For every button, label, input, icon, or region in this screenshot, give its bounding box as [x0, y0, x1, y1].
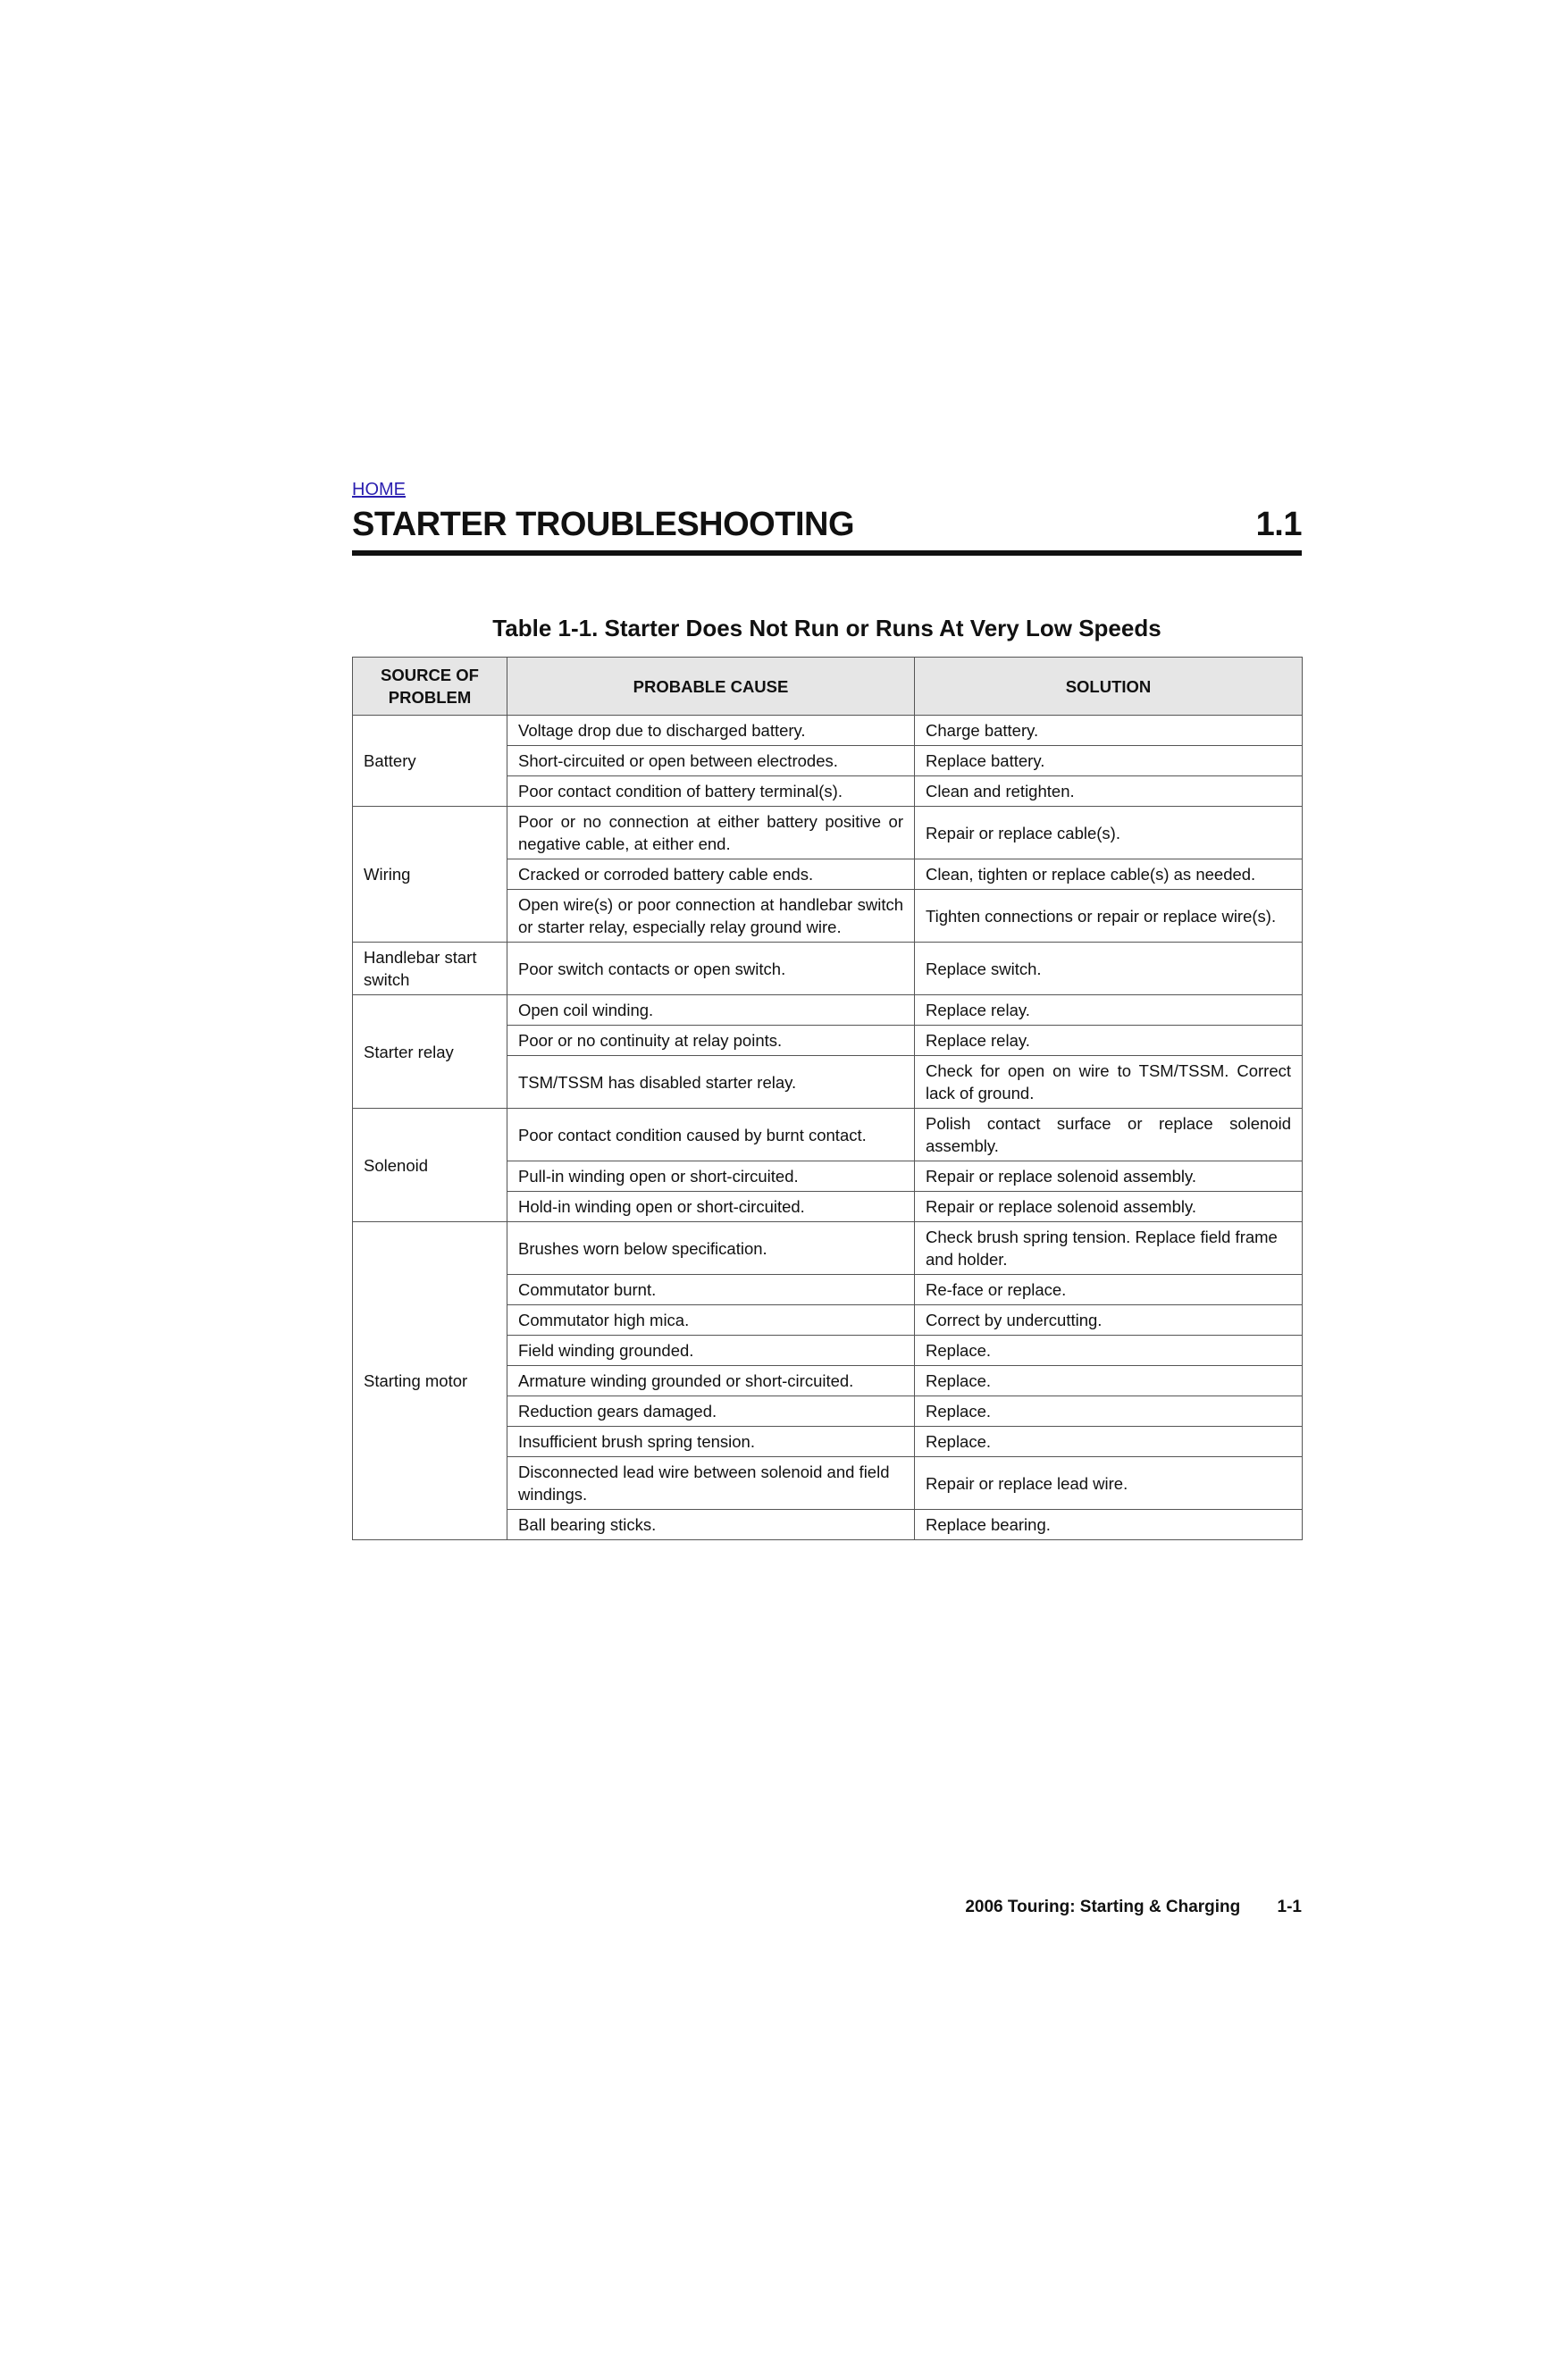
cause-cell: Hold-in winding open or short-circuited. — [507, 1192, 915, 1222]
header-solution: SOLUTION — [915, 658, 1303, 716]
cause-cell: Pull-in winding open or short-circuited. — [507, 1161, 915, 1192]
solution-cell: Replace relay. — [915, 995, 1303, 1026]
solution-cell: Polish contact surface or replace solenoid assembly. — [915, 1109, 1303, 1161]
solution-cell: Repair or replace solenoid assembly. — [915, 1161, 1303, 1192]
source-cell: Handlebar start switch — [353, 943, 507, 995]
table-row — [353, 807, 1303, 859]
home-link[interactable]: HOME — [352, 480, 406, 499]
solution-cell: Replace switch. — [915, 943, 1303, 995]
table-row — [353, 995, 1303, 1026]
table-row — [353, 943, 1303, 995]
cause-cell: Poor contact condition of battery terminal(s). — [507, 776, 915, 807]
table-body — [353, 716, 1303, 1540]
cause-cell: Short-circuited or open between electrodes. — [507, 746, 915, 776]
solution-cell: Replace. — [915, 1336, 1303, 1366]
cause-cell: Voltage drop due to discharged battery. — [507, 716, 915, 746]
footer-manual-title: 2006 Touring: Starting & Charging — [965, 1898, 1241, 1916]
source-cell: Starter relay — [353, 995, 507, 1109]
solution-cell: Tighten connections or repair or replace wire(s). — [915, 890, 1303, 943]
solution-cell: Replace. — [915, 1366, 1303, 1396]
cause-cell: Insufficient brush spring tension. — [507, 1427, 915, 1457]
troubleshooting-table — [352, 657, 1303, 1540]
cause-cell: Field winding grounded. — [507, 1336, 915, 1366]
table-row — [353, 1109, 1303, 1161]
cause-cell: Disconnected lead wire between solenoid and field windings. — [507, 1457, 915, 1510]
header-source: SOURCE OF PROBLEM — [353, 658, 507, 716]
cause-cell: Poor or no continuity at relay points. — [507, 1026, 915, 1056]
solution-cell: Replace battery. — [915, 746, 1303, 776]
cause-cell: TSM/TSSM has disabled starter relay. — [507, 1056, 915, 1109]
footer-page-number: 1-1 — [1277, 1898, 1302, 1916]
solution-cell: Correct by undercutting. — [915, 1305, 1303, 1336]
solution-cell: Re-face or replace. — [915, 1275, 1303, 1305]
solution-cell: Check for open on wire to TSM/TSSM. Correct lack of ground. — [915, 1056, 1303, 1109]
header-cause: PROBABLE CAUSE — [507, 658, 915, 716]
solution-cell: Charge battery. — [915, 716, 1303, 746]
cause-cell: Commutator burnt. — [507, 1275, 915, 1305]
cause-cell: Commutator high mica. — [507, 1305, 915, 1336]
solution-cell: Repair or replace solenoid assembly. — [915, 1192, 1303, 1222]
cause-cell: Armature winding grounded or short-circuited. — [507, 1366, 915, 1396]
solution-cell: Check brush spring tension. Replace field frame and holder. — [915, 1222, 1303, 1275]
solution-cell: Repair or replace cable(s). — [915, 807, 1303, 859]
solution-cell: Clean and retighten. — [915, 776, 1303, 807]
solution-cell: Repair or replace lead wire. — [915, 1457, 1303, 1510]
page-title: STARTER TROUBLESHOOTING — [352, 506, 855, 543]
cause-cell: Open coil winding. — [507, 995, 915, 1026]
cause-cell: Brushes worn below specification. — [507, 1222, 915, 1275]
cause-cell: Open wire(s) or poor connection at handlebar switch or starter relay, especially relay ground wire. — [507, 890, 915, 943]
source-cell: Wiring — [353, 807, 507, 943]
cause-cell: Reduction gears damaged. — [507, 1396, 915, 1427]
cause-cell: Poor or no connection at either battery positive or negative cable, at either end. — [507, 807, 915, 859]
page-footer — [352, 1898, 1302, 1917]
cause-cell: Poor switch contacts or open switch. — [507, 943, 915, 995]
solution-cell: Replace. — [915, 1396, 1303, 1427]
document-page — [352, 480, 1302, 1540]
section-number: 1.1 — [1255, 506, 1302, 543]
source-cell: Starting motor — [353, 1222, 507, 1540]
solution-cell: Replace bearing. — [915, 1510, 1303, 1540]
table-header-row — [353, 658, 1303, 716]
solution-cell: Clean, tighten or replace cable(s) as needed. — [915, 859, 1303, 890]
cause-cell: Poor contact condition caused by burnt contact. — [507, 1109, 915, 1161]
solution-cell: Replace relay. — [915, 1026, 1303, 1056]
solution-cell: Replace. — [915, 1427, 1303, 1457]
cause-cell: Ball bearing sticks. — [507, 1510, 915, 1540]
title-row — [352, 507, 1302, 556]
cause-cell: Cracked or corroded battery cable ends. — [507, 859, 915, 890]
table-row — [353, 1222, 1303, 1275]
source-cell: Solenoid — [353, 1109, 507, 1222]
source-cell: Battery — [353, 716, 507, 807]
table-caption: Table 1-1. Starter Does Not Run or Runs At Very Low Speeds — [492, 615, 1161, 641]
table-row — [353, 716, 1303, 746]
